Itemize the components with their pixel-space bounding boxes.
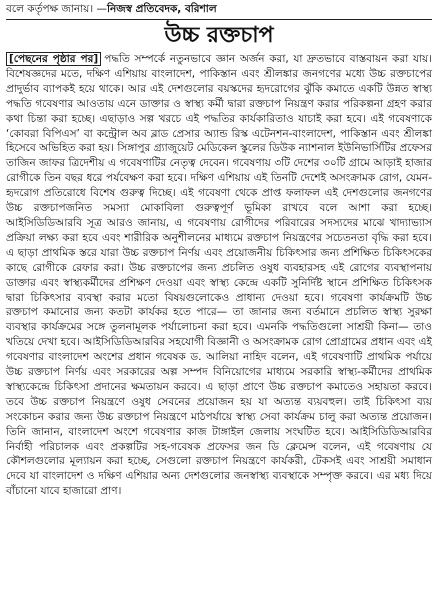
article-text: পদ্ধতি সম্পর্কে নতুনভাবে জ্ঞান অর্জন করা, যা দ্রুতভাবে বাস্তবায়ন করা যায়। বিশেষজ্ঞদের মতে, দক্ষিণ এশিয়ায় বাংলাদেশ, পাকিস্তান এবং শ্রীলঙ্কার জনগণের মধ্যে উচ্চ রক্তচাপের প্রাদুর্ভাব ব্যাপকই হয়ে থাকে। আর এই দেশগুলোর বয়স্কদের হৃদরোগের ঝুঁকি কমাতে একটি উন্নত স্বাস্থ্য পদ্ধতি গবেষণার আওতায় এনে ডাক্তার ও স্বাস্থ্য কর্মী দ্বারা রক্তচাপ নিয়ন্ত্রণ করার পরিকল্পনা গ্রহণ করার কথা চিন্তা করা হচ্ছে। এছাড়াও সল্প খরচে এই পদ্ধতির কার্যকারিতাও যাচাই করা হবে। এই গবেষণাকে ‘কোবরা বিপিএস’ বা কন্ট্রোল অব ব্লাড প্রেসার অ্যান্ড রিস্ক এটেনশন-বাংলাদেশ, পাকিস্তান এবং শ্রীলঙ্কা হিসেবে অভিহিত করা হয়। সিঙ্গাপুর গ্র্যাজুয়েট মেডিকেল স্কুলের ডিউক ন্যাশনাল ইউনিভার্সিটির প্রফেসর তাজিন জাফর ত্রিদেশীয় এ গবেষণাটির নেতৃত্ব দেবেন। গবেষণায় ৩টি দেশের ৩০টি গ্রামে আড়াই হাজার রোগীকে তিন বছর ধরে পর্যবেক্ষণ করা হবে। দক্ষিণ এশিয়ায় এই তিনটি দেশেই অসংক্রামক রোগ, যেমন-হৃদরোগ প্রতিরোধে বিশেষ গুরুত্ব দিচ্ছে। এই গবেষণা থেকে প্রাপ্ত ফলাফল এই দেশগুলোর জনগণের উচ্চ রক্তচাপজনিত সমস্যা মোকাবিলা গুরুত্বপূর্ণ ভূমিকা রাখবে বলে আশা করা হচ্ছে। আইসিডিডিআরবি সূত্র আরও জানায়, এ গবেষণায় রোগীদের পরিবারের সদস্যদের মাঝে খাদ্যাভ্যাস প্রক্রিয়া লক্ষ্য করা হবে এবং শারীরিক অনুশীলনের মাধ্যমে রক্তচাপ নিয়ন্ত্রণের সচেতনতা বৃদ্ধি করা হবে। এ ছাড়া প্রাথমিক স্তরে যারা উচ্চ রক্তচাপ নির্ণয় এবং প্রয়োজনীয় চিকিৎসার জন্য প্রশিক্ষিত চিকিৎসকের কাছে রোগীকে রেফার করা। উচ্চ রক্তচাপের জন্য প্রচলিত ওষুধ ব্যবহারসহ এই রোগের ব্যবস্থাপনায় ডাক্তার এবং স্বাস্থ্যকর্মীদের প্রশিক্ষণ দেওয়া এবং স্বাস্থ্য কেন্দ্রে একটি সুনির্দিষ্ট স্থানে প্রশিক্ষিত চিকিৎসক দ্বারা চিকিৎসার ব্যবস্থা করার মতো বিষয়গুলোকেও প্রাধান্য দেওয়া হবে। গবেষণা কার্যক্রমটি উচ্চ রক্তচাপ কমানোর জন্য কতটা কার্যকর হতে পারে— তা জানার জন্য বর্তমানে প্রচলিত স্বাস্থ্য সুরক্ষা ব্যবস্থার কার্যক্রমের সঙ্গে তুলনামূলক পর্যালোচনা করা হবে। এমনকি পদ্ধতিগুলো সাশ্রয়ী কিনা— তাও খতিয়ে দেখা হবে। আইসিডিডিআরবির সহযোগী বিজ্ঞানী ও অসংক্রামক রোগ প্রোগ্রামের প্রধান এবং এই গবেষণার বাংলাদেশ অংশের প্রধান গবেষক ড. আলিয়া নাহিদ বলেন, এই গবেষণাটি প্রাথমিক পর্যায়ে উচ্চ রক্তচাপ নির্ণয় এবং সরকারের অল্প সম্পদ বিনিয়োগের মাধ্যমে সরকারি স্বাস্থ্য-কর্মীদের প্রাথমিক স্বাস্থ্যকেন্দ্রে চিকিৎসা প্রদানের ক্ষমতায়ন করবে। এ ছাড়া প্রাণে উচ্চ রক্তচাপ কমাতেও সহায়তা করবে। তবে উচ্চ রক্তচাপ নিয়ন্ত্রণে ওষুধ সেবনের প্রয়োজন হয় যা অত্যন্ত ব্যয়বহুল। তাই চিকিৎসা ব্যয় সংকোচন করার জন্য উচ্চ রক্তচাপ নিয়ন্ত্রণে মাঠপর্যায়ে স্বাস্থ্য সেবা কার্যক্রম চালু করা অত্যন্ত প্রয়োজন। তিনি জানান, বাংলাদেশ অংশে গবেষণার কাজ টাঙ্গাইল জেলায় সংঘটিত হবে। আইসিডিডিআরবির নির্বাহী পরিচালক এবং প্রকল্পটির সহ-গবেষক প্রফেসর জন ডি ক্লেমেন্স বলেন, এই গবেষণায় যে কৌশলগুলোর মূল্যায়ন করা হচ্ছে, সেগুলো রক্তচাপ নিয়ন্ত্রণে কার্যকরী, টেকসই এবং সাশ্রয়ী সমাধান দেবে যা বাংলাদেশ ও দক্ষিণ এশিয়ার অন্য দেশগুলোর জনস্বাস্থ্য ব্যবস্থাকে সম্পৃক্ত করবে। এর মধ্য দিয়ে বাঁচানো যাবে হাজারো প্রাণ।: [6, 53, 432, 498]
section-divider: [6, 19, 432, 20]
article-paragraph: [6, 52, 432, 499]
article-headline: উচ্চ রক্তচাপ: [164, 23, 274, 48]
previous-article-text: বলে কর্তৃপক্ষ জানায়। —: [6, 3, 107, 15]
previous-article-tail: [6, 2, 432, 16]
article-body: [6, 52, 432, 499]
previous-article-byline: নিজস্ব প্রতিবেদক, বরিশাল: [106, 3, 217, 15]
continuation-label: [পেছনের পৃষ্ঠার পর]: [6, 52, 101, 66]
